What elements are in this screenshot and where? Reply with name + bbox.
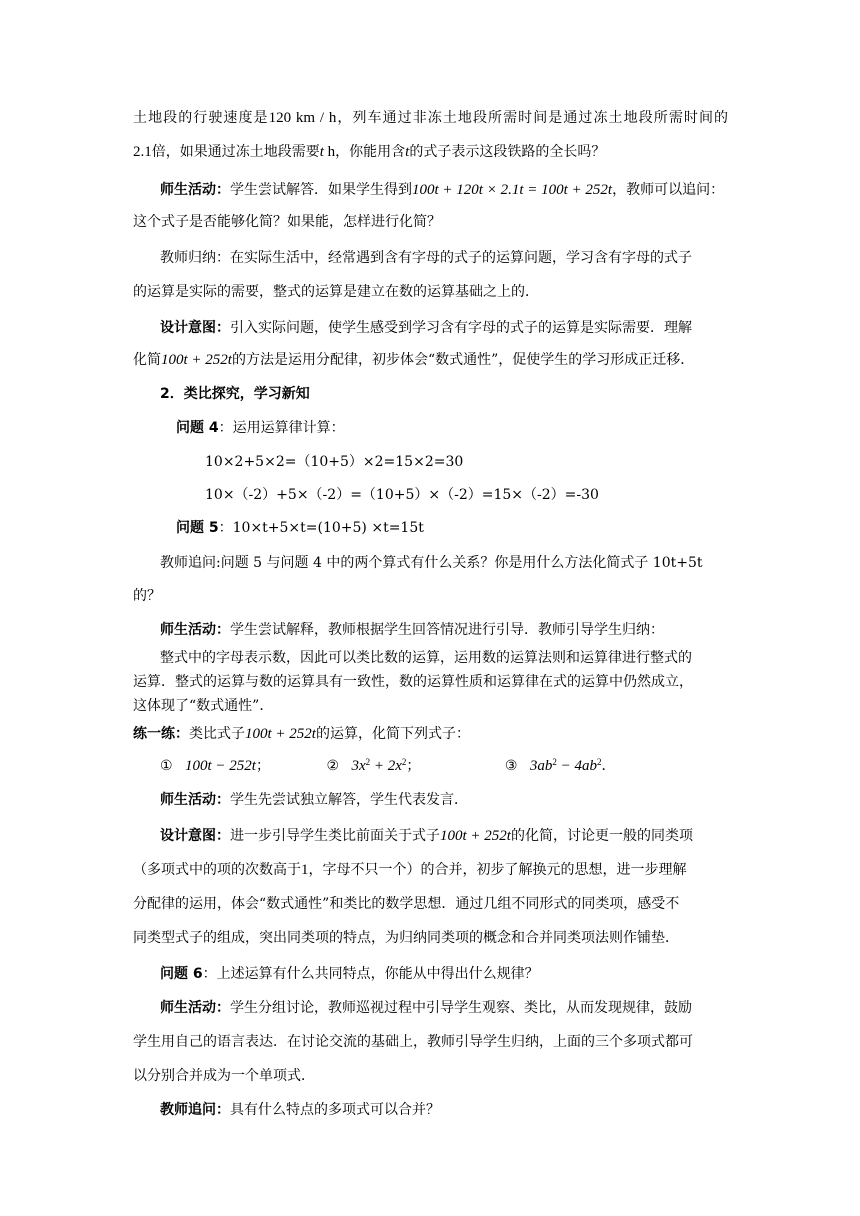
paragraph-line	[133, 142, 605, 162]
question-label: 问题 4	[176, 420, 219, 436]
exercise-number: ②	[326, 758, 339, 774]
exercise-line	[160, 756, 616, 776]
math-exponent: 2	[552, 757, 557, 767]
exercise-number: ③	[504, 758, 518, 774]
math-exponent: 2	[365, 757, 371, 767]
text-run: 学生先尝试独立解答，学生代表发言．	[230, 792, 468, 808]
math-term: + 2x	[370, 758, 402, 774]
text-run: 这个式子是否能够化简？如果能，怎样进行化简？	[133, 214, 441, 230]
paragraph-line	[176, 518, 424, 538]
text-run: 的运算是实际的需要，整式的运算是建立在数的运算基础之上的．	[133, 284, 539, 300]
paragraph-line: 运算．整式的运算与数的运算具有一致性，数的运算性质和运算律在式的运算中仍然成立，	[133, 674, 693, 690]
paragraph-line: 教师追问:问题 5 与问题 4 中的两个算式有什么关系？你是用什么方法化简式子 10t+5t	[160, 555, 703, 571]
text-run: 倍，如果通过冻土地段需要	[151, 144, 320, 160]
paragraph-line: 这体现了“数式通性”．	[133, 698, 274, 714]
math-number: 1	[301, 862, 309, 878]
math-exponent: 2	[401, 757, 407, 767]
math-expression: 100t + 252t	[440, 828, 511, 844]
paragraph-line	[160, 964, 539, 984]
math-var: t	[319, 144, 324, 160]
math-expression: 100t − 252t	[185, 758, 256, 774]
question-label: 问题 5	[176, 520, 219, 536]
paragraph-line	[160, 180, 724, 200]
paragraph-line	[160, 248, 692, 268]
section-label: 师生活动：	[160, 622, 230, 638]
math-expression: 100t + 252t	[245, 726, 316, 742]
paragraph-line: 分配律的运用，体会“数式通性”和类比的数学思想．通过几组不同形式的同类项，感受不	[133, 896, 680, 912]
text-run: 土地段的行驶速度是	[133, 110, 269, 126]
text-run: 进一步引导学生类比前面关于式子	[230, 828, 440, 844]
paragraph-line: 以分别合并成为一个单项式．	[133, 1068, 315, 1084]
math-speed: 120 km / h	[268, 110, 337, 126]
paragraph-line	[160, 790, 468, 810]
section-heading: 2．类比探究，学习新知	[160, 386, 310, 402]
paragraph-line	[133, 350, 694, 370]
text-run: 学生尝试解答．如果学生得到	[230, 182, 412, 198]
text-run: 具有什么特点的多项式可以合并？	[230, 1102, 440, 1118]
math-exponent: 2	[597, 757, 602, 767]
question-label: 问题 6	[160, 966, 203, 982]
text-run: ，你能用含	[335, 144, 406, 160]
section-label: 师生活动：	[160, 792, 230, 808]
text-run: 的运算，化简下列式子：	[315, 726, 470, 742]
math-expression: 100t + 120t × 2.1t = 100t + 252t	[412, 182, 613, 198]
text-run: ：运用运算律计算：	[218, 420, 345, 436]
math-unit: h	[323, 144, 336, 160]
math-var: t	[405, 144, 410, 160]
paragraph-line	[133, 860, 687, 880]
text-run: ．	[601, 758, 616, 774]
text-run: 的化简，讨论更一般的同类项	[510, 828, 693, 844]
paragraph-line	[160, 826, 693, 846]
section-label: 教师追问：	[160, 1102, 230, 1118]
paragraph-line: 学生用自己的语言表达．在讨论交流的基础上，教师引导学生归纳，上面的三个多项式都可	[133, 1034, 693, 1050]
math-term: 3ab	[529, 758, 553, 774]
paragraph-line	[133, 282, 539, 302]
text-run: 学生尝试解释，教师根据学生回答情况进行引导．教师引导学生归纳：	[230, 622, 664, 638]
paragraph-line	[160, 318, 692, 338]
paragraph-line	[176, 418, 345, 438]
paragraph-line: 整式中的字母表示数，因此可以类比数的运算，运用数的运算法则和运算律进行整式的	[160, 650, 692, 666]
section-label: 设计意图：	[160, 828, 230, 844]
text-run: ；	[255, 758, 270, 774]
paragraph-line	[133, 108, 728, 128]
paragraph-line: 的？	[133, 588, 161, 604]
math-number: 2.1	[133, 144, 152, 160]
formula-line: 10×（-2）+5×（-2）=（10+5）×（-2）=15×（-2）=-30	[205, 487, 599, 503]
paragraph-line: 同类型式子的组成，突出同类项的特点，为归纳同类项的概念和合并同类项法则作铺垫．	[133, 930, 679, 946]
math-expression: 100t + 252t	[161, 352, 232, 368]
paragraph-line	[160, 620, 664, 640]
text-run: ，教师可以追问：	[612, 182, 725, 198]
exercise-number: ①	[160, 758, 173, 774]
text-run: 的式子表示这段铁路的全长吗？	[409, 144, 606, 160]
text-run: 引入实际问题，使学生感受到学习含有字母的式子的运算是实际需要．理解	[230, 320, 692, 336]
formula-line: 10×2+5×2=（10+5）×2=15×2=30	[205, 454, 464, 470]
paragraph-line	[160, 1100, 440, 1120]
math-term: 3x	[351, 758, 366, 774]
text-run: ；	[406, 758, 421, 774]
math-term: − 4ab	[556, 758, 597, 774]
text-run: （多项式中的项的次数高于	[133, 862, 301, 878]
text-run: 化简	[133, 352, 161, 368]
text-run: 教师归纳：在实际生活中，经常遇到含有字母的式子的运算问题，学习含有字母的式子	[160, 250, 692, 266]
paragraph-line	[160, 998, 692, 1018]
text-run: 学生分组讨论，教师巡视过程中引导学生观察、类比，从而发现规律，鼓励	[230, 1000, 692, 1016]
section-label: 师生活动：	[160, 1000, 230, 1016]
text-run: ：10×t+5×t=(10+5) ×t=15t	[218, 520, 424, 536]
section-label: 设计意图：	[160, 320, 230, 336]
text-run: 类比式子	[189, 726, 245, 742]
section-label: 练一练：	[133, 726, 189, 742]
paragraph-line	[133, 724, 470, 744]
text-run: ，字母不只一个）的合并，初步了解换元的思想，进一步理解	[308, 862, 687, 878]
text-run: 的方法是运用分配律，初步体会“数式通性”，促使学生的学习形成正迁移．	[231, 352, 695, 368]
text-run: ：上述运算有什么共同特点，你能从中得出什么规律？	[202, 966, 539, 982]
section-label: 师生活动：	[160, 182, 230, 198]
text-run: ，列车通过非冻土地段所需时间是通过冻土地段所需时间的	[336, 110, 729, 126]
paragraph-line	[133, 212, 441, 232]
